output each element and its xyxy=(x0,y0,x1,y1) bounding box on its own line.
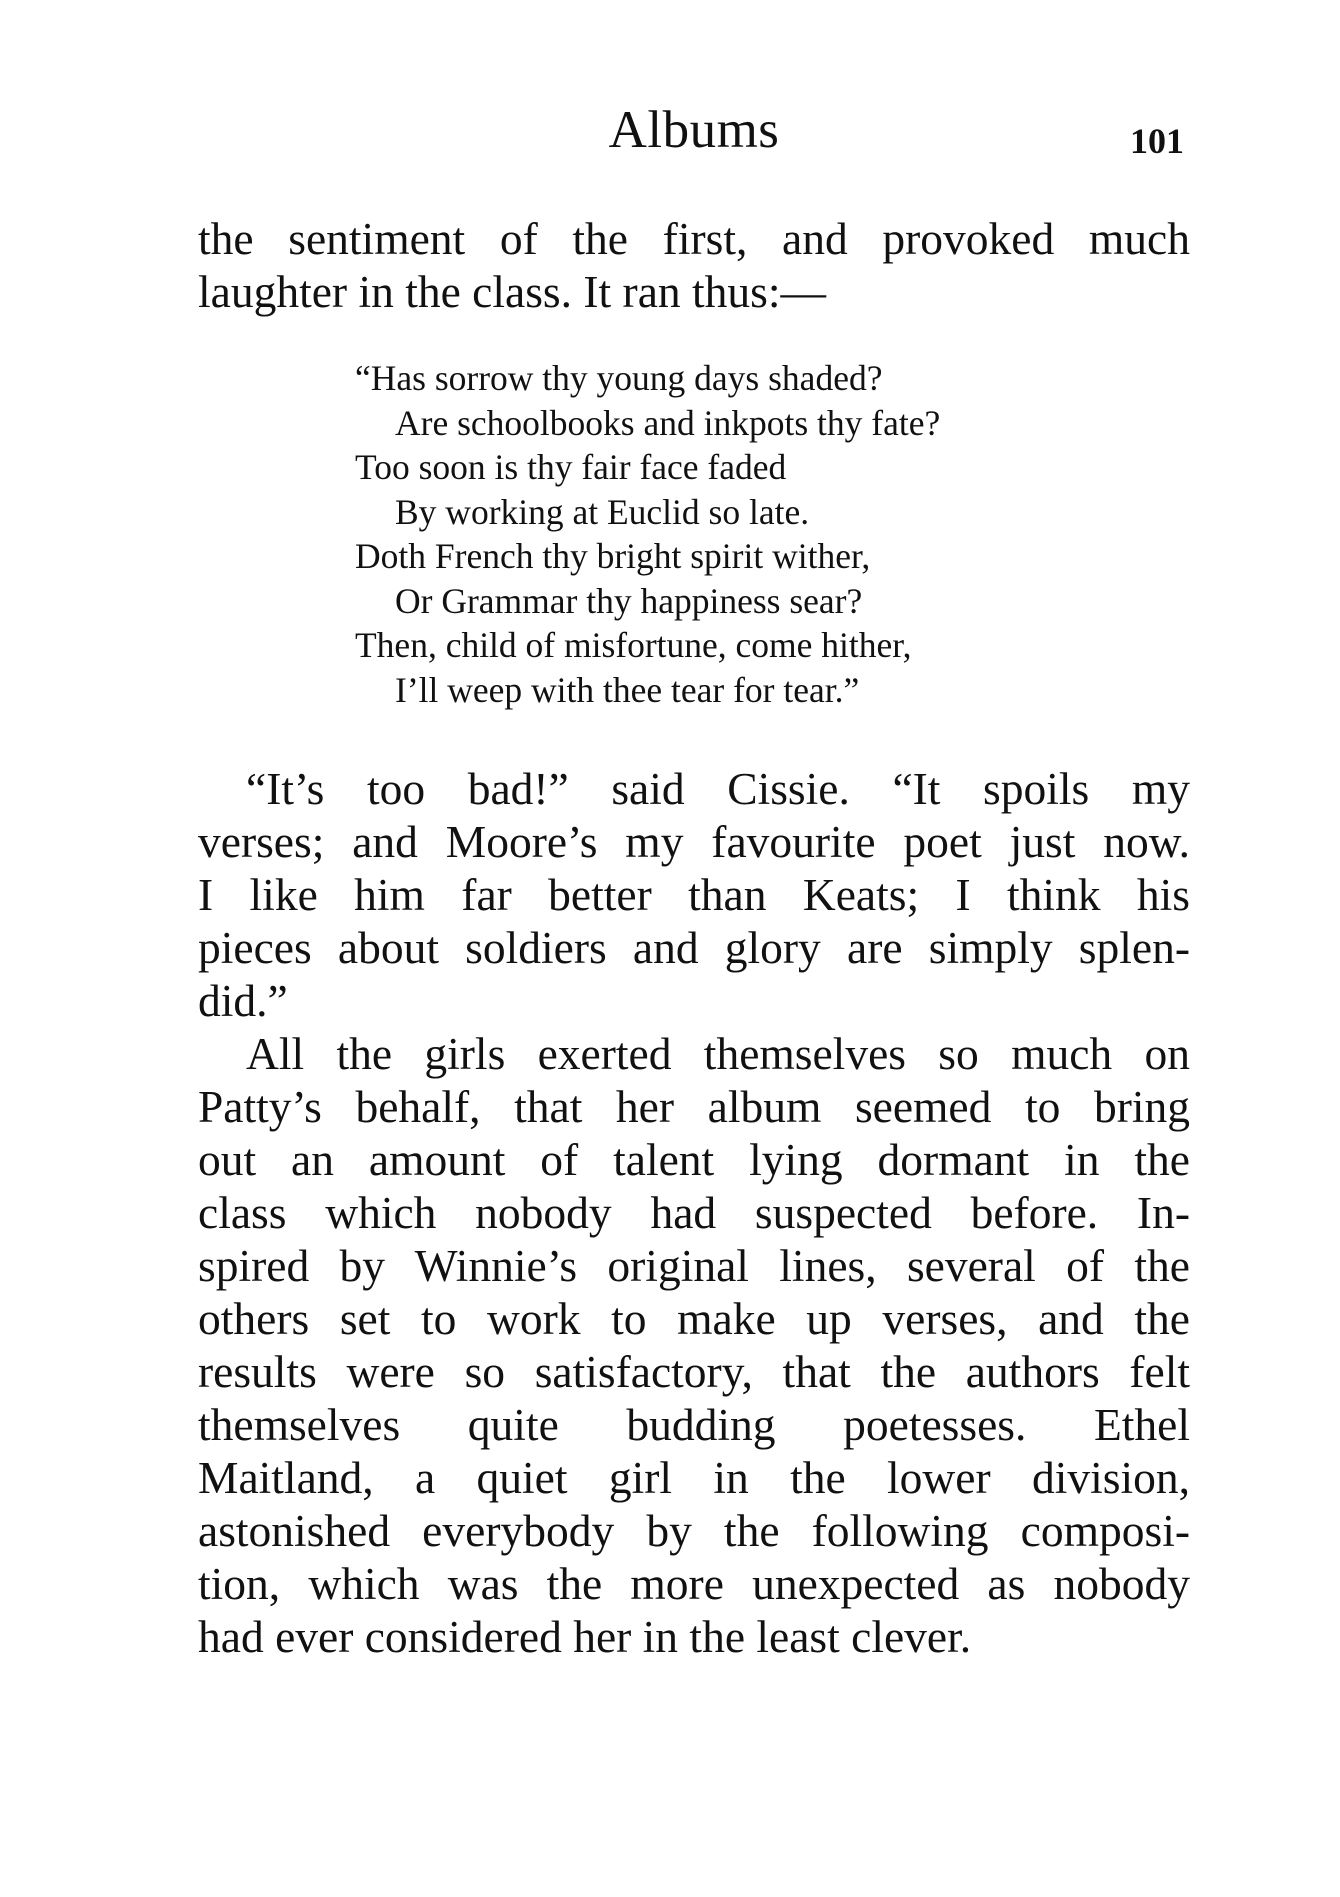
text-line: spired by Winnie’s original lines, several of the xyxy=(198,1240,1190,1291)
page-number: 101 xyxy=(1130,121,1184,161)
page-title: Albums xyxy=(608,101,780,159)
running-head xyxy=(198,100,1190,170)
paragraph-continuation xyxy=(198,212,1190,318)
verse-line: I’ll weep with thee tear for tear.” xyxy=(395,669,860,710)
text-line: All the girls exerted themselves so much on xyxy=(246,1028,1190,1079)
text-line: laughter in the class. It ran thus:— xyxy=(198,266,827,317)
verse-line: Doth French thy bright spirit wither, xyxy=(355,536,871,576)
verse-line: Are schoolbooks and inkpots thy fate? xyxy=(395,402,941,443)
text-line: astonished everybody by the following composi- xyxy=(198,1505,1190,1556)
text-line: the sentiment of the first, and provoked much xyxy=(198,213,1190,264)
paragraph-cissie xyxy=(198,762,1190,1027)
verse-line: Or Grammar thy happiness sear? xyxy=(395,580,863,621)
text-line: pieces about soldiers and glory are simply splen- xyxy=(198,922,1190,973)
text-line: tion, which was the more unexpected as nobody xyxy=(198,1558,1190,1609)
text-line: I like him far better than Keats; I think his xyxy=(198,869,1190,920)
text-line: others set to work to make up verses, and the xyxy=(198,1293,1190,1344)
verse-stanza xyxy=(355,356,1055,712)
paragraph-album xyxy=(198,1027,1190,1663)
text-line: Patty’s behalf, that her album seemed to bring xyxy=(198,1081,1190,1132)
verse-line: By working at Euclid so late. xyxy=(395,491,810,532)
text-line: had ever considered her in the least clever. xyxy=(198,1611,972,1662)
text-line: Maitland, a quiet girl in the lower division, xyxy=(198,1452,1190,1503)
text-line: did.” xyxy=(198,975,288,1026)
text-line: out an amount of talent lying dormant in the xyxy=(198,1134,1190,1185)
main-text xyxy=(198,762,1190,1663)
text-line: verses; and Moore’s my favourite poet just now. xyxy=(198,816,1190,867)
verse-line: Too soon is thy fair face faded xyxy=(355,447,787,487)
verse-line: “Has sorrow thy young days shaded? xyxy=(355,358,883,398)
text-line: results were so satisfactory, that the authors felt xyxy=(198,1346,1190,1397)
verse-line: Then, child of misfortune, come hither, xyxy=(355,625,912,665)
text-line: “It’s too bad!” said Cissie. “It spoils my xyxy=(246,763,1190,814)
text-line: themselves quite budding poetesses. Ethel xyxy=(198,1399,1190,1450)
text-line: class which nobody had suspected before. In- xyxy=(198,1187,1190,1238)
